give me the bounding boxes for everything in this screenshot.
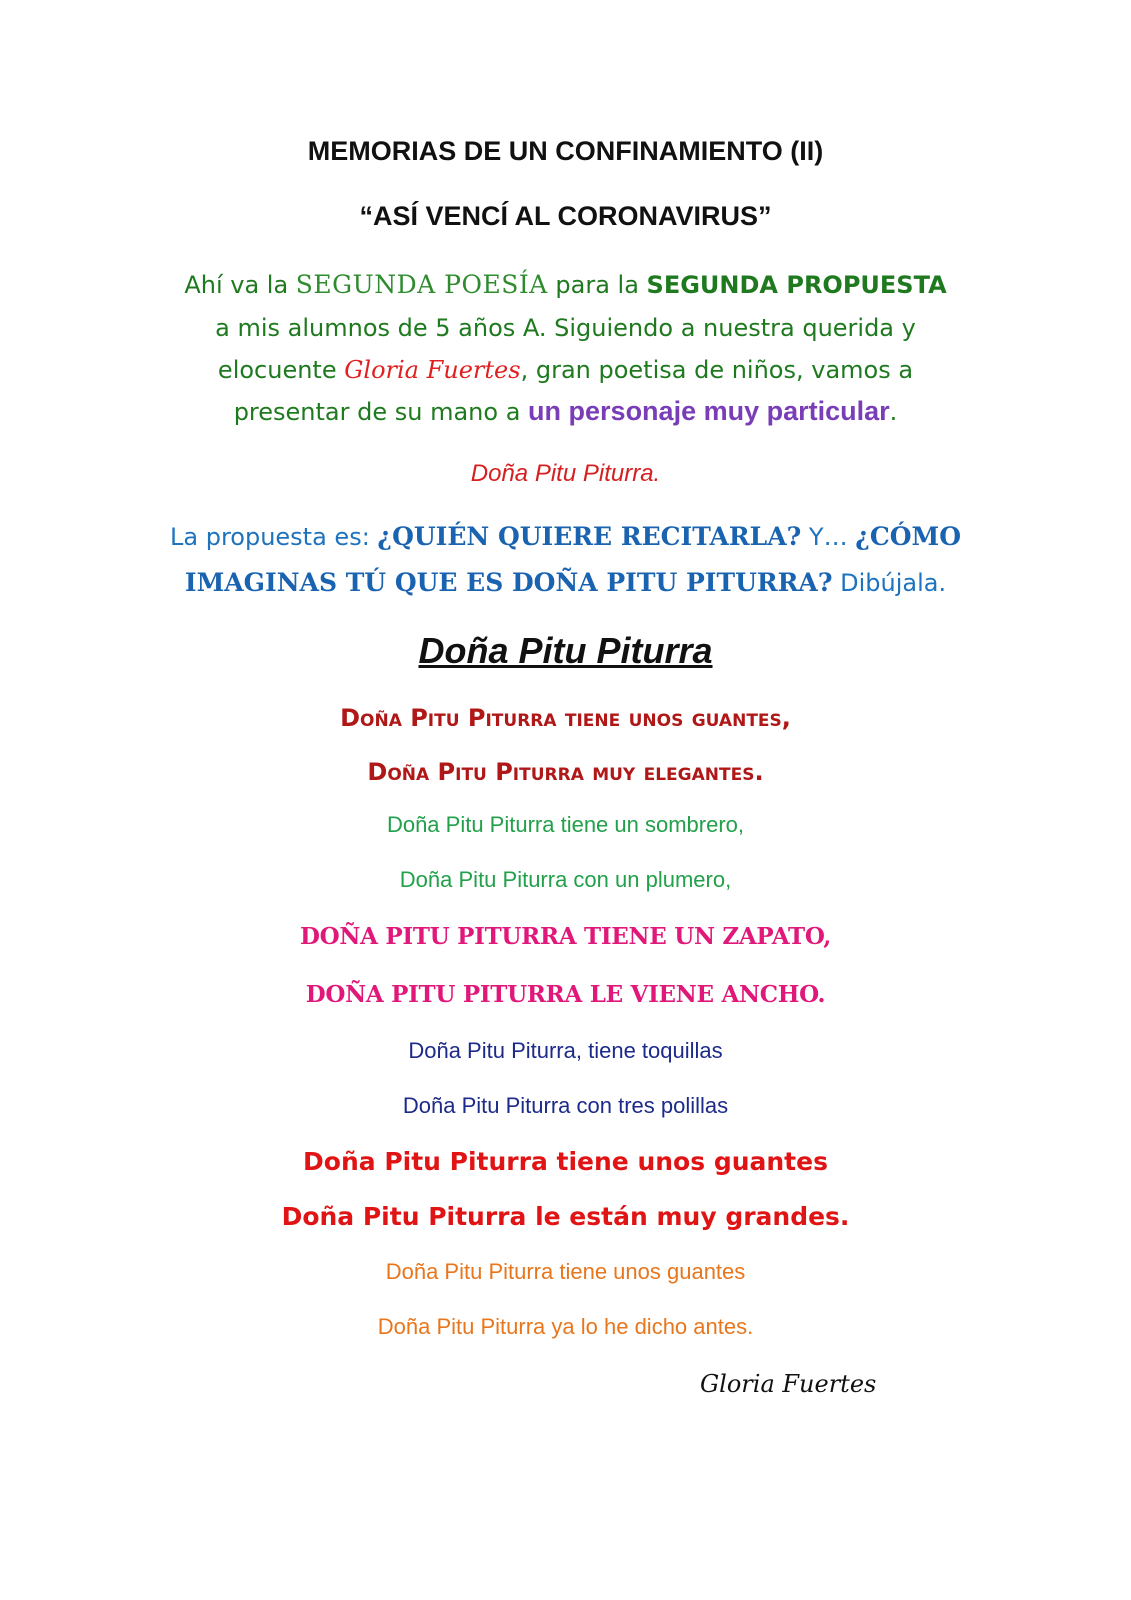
poem-verse: Doña Pitu Piturra con tres polillas	[402, 1093, 729, 1118]
proposal-question-imaginas: IMAGINAS TÚ QUE ES DOÑA PITU PITURRA?	[184, 568, 833, 597]
intro-author-name: Gloria Fuertes	[344, 356, 521, 384]
character-name: Doña Pitu Piturra.	[470, 460, 661, 487]
intro-text: Ahí va la	[184, 271, 296, 299]
document-subtitle: “ASÍ VENCÍ AL CORONAVIRUS”	[359, 201, 772, 231]
poem-verse: Doña Pitu Piturra con un plumero,	[399, 867, 732, 892]
intro-text: presentar de su mano a	[233, 398, 529, 426]
poem-verse: Doña Pitu Piturra tiene unos guantes	[303, 1147, 828, 1176]
document-title: MEMORIAS DE UN CONFINAMIENTO (II)	[307, 136, 824, 166]
intro-line-4	[0, 396, 1131, 427]
poem-verse: Doña Pitu Piturra tiene unos guantes,	[340, 704, 791, 732]
intro-line-3	[0, 356, 1131, 384]
poem-verse: Doña Pitu Piturra tiene unos guantes	[385, 1259, 746, 1284]
intro-line-1	[0, 270, 1131, 299]
proposal-question-como: ¿CÓMO	[855, 522, 961, 551]
intro-line-2: a mis alumnos de 5 años A. Siguiendo a nuestra querida y	[215, 314, 916, 342]
poem-verse: DOÑA PITU PITURRA LE VIENE ANCHO.	[305, 981, 826, 1008]
intro-highlight-personaje: un personaje muy particular	[528, 396, 890, 426]
poem-verse: Doña Pitu Piturra le están muy grandes.	[281, 1202, 850, 1231]
poem-verse: Doña Pitu Piturra ya lo he dicho antes.	[377, 1314, 754, 1339]
poem-title: Doña Pitu Piturra	[418, 630, 713, 671]
proposal-text: La propuesta es:	[170, 523, 378, 551]
proposal-line-1	[0, 522, 1131, 551]
intro-text: elocuente	[217, 356, 345, 384]
proposal-text: Dibújala.	[832, 569, 947, 597]
proposal-text: Y…	[801, 523, 856, 551]
intro-text: , gran poetisa de niños, vamos a	[520, 356, 914, 384]
intro-highlight-segunda-poesia: SEGUNDA POESÍA	[295, 270, 548, 299]
intro-highlight-segunda-propuesta: SEGUNDA PROPUESTA	[646, 271, 947, 299]
poem-verse: Doña Pitu Piturra tiene un sombrero,	[386, 812, 745, 837]
intro-text: para la	[547, 271, 647, 299]
intro-text: .	[889, 398, 898, 426]
author-signature: Gloria Fuertes	[700, 1370, 877, 1398]
proposal-question-recitarla: ¿QUIÉN QUIERE RECITARLA?	[377, 522, 802, 551]
proposal-line-2	[0, 568, 1131, 597]
poem-verse: Doña Pitu Piturra muy elegantes.	[367, 758, 764, 786]
poem-verse: DOÑA PITU PITURRA TIENE UN ZAPATO,	[300, 923, 831, 950]
poem-verse: Doña Pitu Piturra, tiene toquillas	[408, 1038, 723, 1063]
